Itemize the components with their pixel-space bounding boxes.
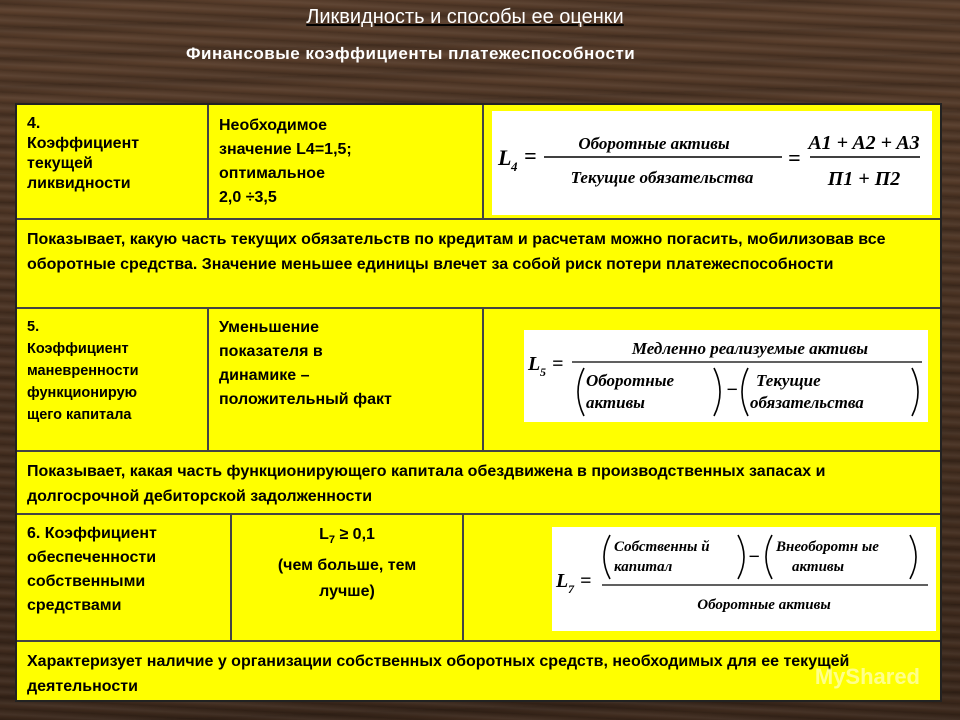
page-title: Ликвидность и способы ее оценки [306,6,624,28]
col-divider [482,105,484,218]
formula-l7-num-right-1: Внеоборотн ые [776,539,879,555]
row-divider [17,450,940,452]
page-subtitle: Финансовые коэффициенты платежеспособности [186,44,636,63]
formula-l7 [552,527,936,631]
formula-l5-numerator: Медленно реализуемые активы [631,339,869,358]
formula-l4-sub: 4 [511,159,518,174]
row-divider [17,218,940,220]
formula-eq-sign: = [524,143,537,168]
norm-l7-value: ≥ 0,1 [339,526,375,543]
formula-l5 [524,330,928,422]
formula-l5-den-right-2: обязательства [750,393,864,412]
formula-l4-rhs-num: A1 + A2 + A3 [808,132,920,154]
ratio-norm-l7 [232,522,462,605]
formula-l7-lhs: L [556,570,569,592]
ratio-description-l4: Показывает, какую часть текущих обязательств по кредитам и расчетам можно погасить, мобилизовав все оборотные средства. Значение меньшее единицы влечет за собой риск потери платежеспособности [27,231,886,273]
formula-l4-denominator: Текущие обязательства [570,168,754,187]
ratio-name-l4: 4. Коэффициент текущей ликвидности [27,115,140,192]
col-divider [462,513,464,640]
col-divider [482,307,484,450]
norm-l7-sub: 7 [328,534,335,547]
formula-l4-numerator: Оборотные активы [578,134,730,153]
formula-l4-lhs: L [498,145,512,170]
col-divider [207,307,209,450]
formula-l5-lhs: L [528,353,541,375]
row-divider [17,307,940,309]
formula-eq-sign: = [788,145,801,170]
col-divider [207,105,209,218]
watermark: MyShared [814,664,920,689]
ratios-table [15,103,942,702]
formula-l7-sub: 7 [568,582,574,596]
formula-l4 [492,111,932,215]
ratio-norm-l4: Необходимое значение L4=1,5; оптимальное 2,0 ÷3,5 [219,117,352,206]
formula-l5-sub: 5 [540,365,546,379]
formula-l4-rhs-den: П1 + П2 [827,168,901,190]
formula-eq-sign: = [552,353,564,375]
formula-eq-sign: = [580,570,592,592]
ratio-norm-l7-line2: (чем больше, тем лучше) [277,557,417,601]
row-divider [17,640,940,642]
formula-l5-den-right-1: Текущие [756,371,821,390]
formula-l5-den-left-2: активы [586,393,645,412]
formula-l7-num-right-2: активы [792,559,845,575]
formula-l7-num-left-2: капитал [614,559,673,575]
formula-l7-denominator: Оборотные активы [697,597,831,613]
formula-minus-sign: − [748,546,761,568]
formula-l5-den-left-1: Оборотные [586,371,675,390]
ratio-name-l5: 5. Коэффициент маневренности функционирую щего капитала [27,319,139,423]
ratio-norm-l7-line1 [232,522,462,553]
norm-l7-symbol: L [319,526,329,543]
ratio-name-l7: 6. Коэффициент обеспеченности собственными средствами [27,525,157,614]
row-divider [17,513,940,515]
formula-l7-num-left-1: Собственны й [614,539,710,555]
ratio-description-l5: Показывает, какая часть функционирующего капитала обездвижена в производственных запасах и долгосрочной дебиторской задолженности [27,463,826,505]
formula-minus-sign: − [726,379,739,401]
ratio-norm-l5: Уменьшение показателя в динамике – положительный факт [219,319,392,408]
ratio-description-l7: Характеризует наличие у организации собственных оборотных средств, необходимых для ее текущей деятельности [27,653,850,695]
